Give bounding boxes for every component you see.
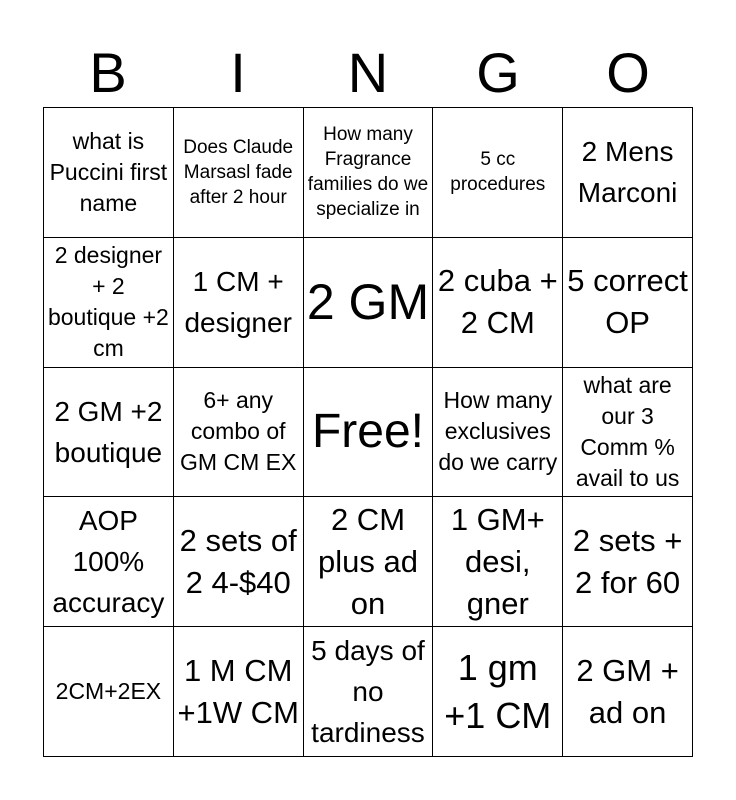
bingo-cell-r4-c4[interactable]: [433, 497, 563, 627]
cell-text: 2 Mens Marconi: [577, 136, 678, 209]
header-letter-n: N: [347, 41, 389, 104]
bingo-cell-r1-c3[interactable]: [304, 108, 434, 238]
bingo-header: [43, 40, 693, 106]
cell-text: 1 CM + designer: [184, 266, 292, 339]
cell-text: 2 sets of 2 4-$40: [179, 522, 297, 600]
bingo-cell-r3-c1[interactable]: [44, 368, 174, 498]
bingo-cell-r4-c5[interactable]: [563, 497, 693, 627]
cell-text: How many exclusives do we carry: [438, 387, 558, 476]
cell-text: 2 designer + 2 boutique +2 cm: [47, 242, 169, 362]
cell-text: 2 GM +2 boutique: [54, 395, 163, 468]
bingo-cell-r5-c1[interactable]: [44, 627, 174, 757]
bingo-cell-r5-c2[interactable]: [174, 627, 304, 757]
cell-text: 2 sets + 2 for 60: [572, 522, 683, 600]
bingo-card: [43, 107, 693, 757]
free-space[interactable]: [304, 368, 434, 498]
bingo-cell-r5-c4[interactable]: [433, 627, 563, 757]
cell-text: 1 M CM +1W CM: [177, 652, 299, 730]
cell-text: 5 days of no tardiness: [311, 635, 425, 749]
cell-text: 2 cuba + 2 CM: [437, 263, 558, 341]
cell-text: 2 CM plus ad on: [318, 501, 418, 621]
bingo-cell-r1-c5[interactable]: [563, 108, 693, 238]
cell-text: 5 cc procedures: [450, 149, 546, 196]
header-letter-o: O: [606, 41, 650, 104]
cell-text: 1 GM+ desi, gner: [450, 501, 545, 621]
bingo-cell-r1-c1[interactable]: [44, 108, 174, 238]
cell-text: 1 gm +1 CM: [444, 646, 552, 736]
cell-text: 2CM+2EX: [55, 678, 162, 705]
cell-text: Free!: [311, 404, 424, 458]
bingo-cell-r1-c2[interactable]: [174, 108, 304, 238]
header-letter-b: B: [89, 41, 127, 104]
bingo-cell-r4-c3[interactable]: [304, 497, 434, 627]
cell-text: 5 correct OP: [567, 263, 688, 341]
header-letter-i: I: [230, 41, 246, 104]
bingo-cell-r3-c5[interactable]: [563, 368, 693, 498]
cell-text: 2 GM + ad on: [576, 652, 679, 730]
bingo-cell-r4-c1[interactable]: [44, 497, 174, 627]
bingo-cell-r4-c2[interactable]: [174, 497, 304, 627]
bingo-cell-r5-c5[interactable]: [563, 627, 693, 757]
bingo-cell-r2-c5[interactable]: [563, 238, 693, 368]
bingo-cell-r2-c2[interactable]: [174, 238, 304, 368]
cell-text: Does Claude Marsasl fade after 2 hour: [183, 136, 294, 208]
cell-text: what is Puccini first name: [49, 127, 168, 216]
bingo-cell-r2-c3[interactable]: [304, 238, 434, 368]
bingo-cell-r3-c2[interactable]: [174, 368, 304, 498]
cell-text: what are our 3 Comm % avail to us: [575, 371, 680, 491]
bingo-cell-r2-c1[interactable]: [44, 238, 174, 368]
cell-text: How many Fragrance families do we specialize in: [307, 124, 429, 221]
cell-text: 2 GM: [306, 274, 430, 331]
header-letter-g: G: [476, 41, 520, 104]
bingo-cell-r2-c4[interactable]: [433, 238, 563, 368]
cell-text: AOP 100% accuracy: [52, 505, 165, 619]
bingo-cell-r1-c4[interactable]: [433, 108, 563, 238]
bingo-cell-r5-c3[interactable]: [304, 627, 434, 757]
bingo-cell-r3-c4[interactable]: [433, 368, 563, 498]
cell-text: 6+ any combo of GM CM EX: [180, 387, 297, 476]
